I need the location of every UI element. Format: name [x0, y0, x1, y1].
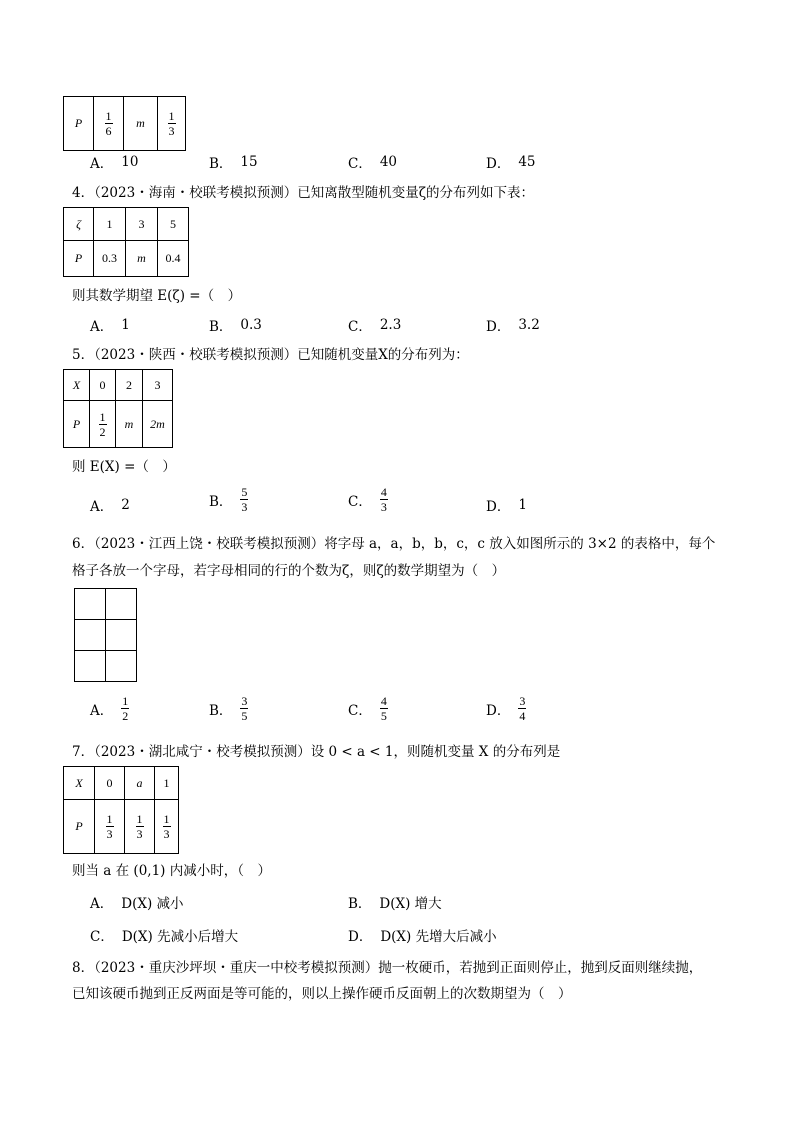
q4-value-cell: 3: [126, 208, 158, 241]
q4-option-b[interactable]: B． 0.3: [209, 317, 262, 335]
q3-distribution-table: [63, 96, 186, 151]
q6-option-d[interactable]: D． $\frac{3}{4}$: [486, 694, 526, 723]
q4-option-d[interactable]: D． 3.2: [486, 317, 540, 335]
grid-cell: [75, 651, 106, 682]
q7-option-a[interactable]: A． D(X) 减小: [90, 896, 184, 912]
q7-value-cell: 0: [95, 767, 125, 800]
q5-followup: 则 E(X) =（ ）: [72, 459, 176, 475]
q4-followup: 则其数学期望 E(ζ) =（ ）: [72, 288, 242, 304]
q7-value-cell: 1: [155, 767, 179, 800]
q8-stem-line-1: 8．（2023・重庆沙坪坝・重庆一中校考模拟预测）抛一枚硬币，若抛到正面则停止，抛到反面则继续抛，: [72, 960, 703, 976]
q5-stem: 5．（2023・陕西・校联考模拟预测）已知随机变量X的分布列为：: [72, 347, 469, 363]
q4-p-label: P: [64, 241, 94, 277]
q4-p-cell: m: [126, 241, 158, 277]
q5-distribution-table: [63, 369, 173, 448]
q3-p-label: P: [64, 97, 94, 151]
q5-value-cell: 3: [143, 370, 173, 401]
q8-stem-line-2: 已知该硬币抛到正反两面是等可能的，则以上操作硬币反面朝上的次数期望为（ ）: [72, 986, 572, 1002]
grid-cell: [75, 589, 106, 620]
grid-cell: [106, 620, 137, 651]
q7-value-cell: a: [125, 767, 155, 800]
q4-stem: 4．（2023・海南・校联考模拟预测）已知离散型随机变量ζ的分布列如下表：: [72, 185, 535, 201]
q6-option-a[interactable]: A． $\frac{1}{2}$: [90, 694, 129, 723]
q6-stem-line-2: 格子各放一个字母，若字母相同的行的个数为ζ，则ζ的数学期望为（ ）: [72, 563, 506, 579]
q3-p-value-2: m: [124, 97, 158, 151]
q4-value-cell: 5: [158, 208, 189, 241]
q7-followup: 则当 a 在 (0,1) 内减小时，（ ）: [72, 863, 271, 879]
q7-option-c[interactable]: C． D(X) 先减小后增大: [90, 929, 239, 945]
q7-p-cell: $\frac{1}{3}$: [95, 800, 125, 854]
q6-stem-line-1: 6．（2023・江西上饶・校联考模拟预测）将字母 a，a，b，b，c，c 放入如图所示的 3×2 的表格中，每个: [72, 536, 716, 552]
q5-p-label: P: [64, 401, 90, 448]
q5-p-cell-3: 2m: [143, 401, 173, 448]
q7-p-cell: $\frac{1}{3}$: [155, 800, 179, 854]
q5-option-b[interactable]: B． $\frac{5}{3}$: [209, 485, 248, 514]
q5-option-d[interactable]: D． 1: [486, 497, 527, 515]
q7-distribution-table: [63, 766, 179, 854]
q5-header-cell: X: [64, 370, 90, 401]
q3-p-value-1: $\frac{1}{6}$: [94, 97, 124, 151]
q5-option-c[interactable]: C． $\frac{4}{3}$: [348, 485, 387, 514]
q4-p-cell: 0.4: [158, 241, 189, 277]
grid-cell: [106, 651, 137, 682]
q4-value-cell: 1: [94, 208, 126, 241]
q3-option-a[interactable]: A． 10: [90, 154, 139, 172]
q3-option-b[interactable]: B． 15: [209, 154, 258, 172]
q5-p-cell-2: m: [116, 401, 143, 448]
q4-option-a[interactable]: A． 1: [90, 317, 130, 335]
q7-p-cell: $\frac{1}{3}$: [125, 800, 155, 854]
q4-option-c[interactable]: C． 2.3: [348, 317, 402, 335]
q3-option-d[interactable]: D． 45: [486, 154, 536, 172]
q7-option-b[interactable]: B． D(X) 增大: [348, 896, 442, 912]
q5-p-cell-1: $\frac{1}{2}$: [90, 401, 116, 448]
q6-option-c[interactable]: C． $\frac{4}{5}$: [348, 694, 387, 723]
q5-value-cell: 2: [116, 370, 143, 401]
q6-option-b[interactable]: B． $\frac{3}{5}$: [209, 694, 248, 723]
q5-value-cell: 0: [90, 370, 116, 401]
q7-header-cell: X: [64, 767, 95, 800]
q4-distribution-table: [63, 207, 189, 277]
q7-option-d[interactable]: D． D(X) 先增大后减小: [348, 929, 497, 945]
q4-p-cell: 0.3: [94, 241, 126, 277]
q6-3x2-grid: [74, 588, 137, 682]
q5-option-a[interactable]: A． 2: [90, 497, 130, 515]
q3-option-c[interactable]: C． 40: [348, 154, 398, 172]
grid-cell: [75, 620, 106, 651]
q4-header-cell: ζ: [64, 208, 94, 241]
q3-p-value-3: $\frac{1}{3}$: [158, 97, 186, 151]
grid-cell: [106, 589, 137, 620]
q7-stem: 7．（2023・湖北咸宁・校考模拟预测）设 0 < a < 1，则随机变量 X 的分布列是: [72, 744, 561, 760]
q7-p-label: P: [64, 800, 95, 854]
